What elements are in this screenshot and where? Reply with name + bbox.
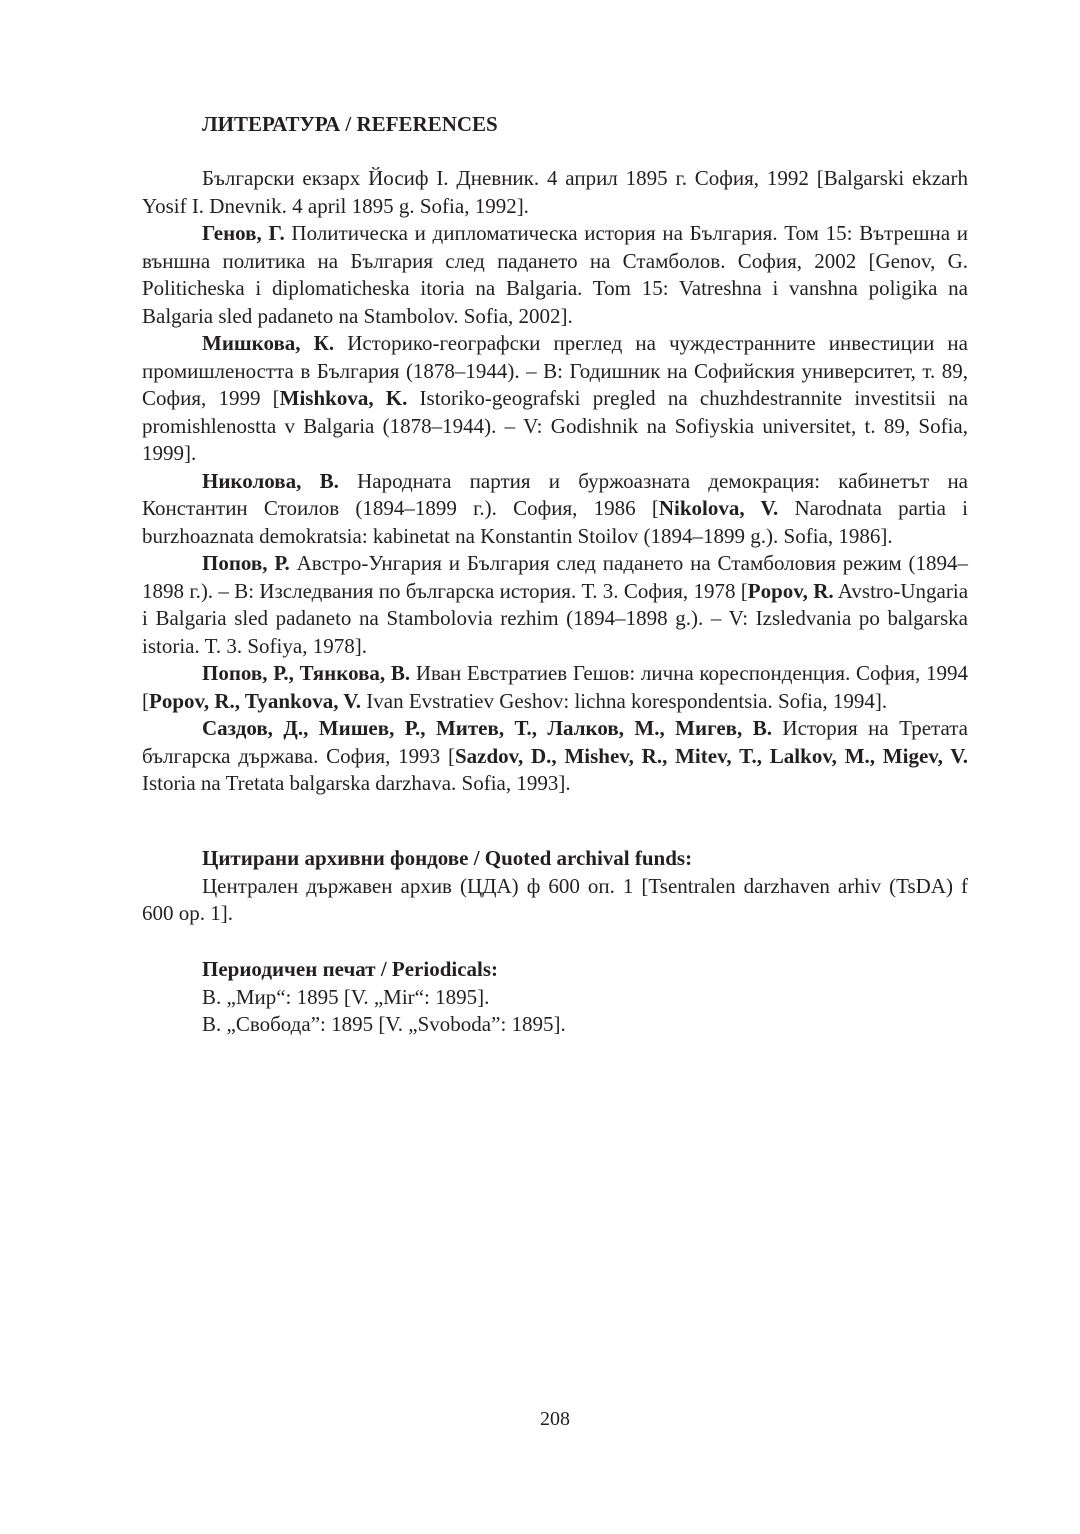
reference-author: Попов, Р. bbox=[202, 551, 290, 575]
reference-entry bbox=[142, 660, 968, 715]
reference-entry bbox=[142, 330, 968, 468]
reference-author: Генов, Г. bbox=[202, 221, 285, 245]
references-list bbox=[142, 165, 968, 798]
reference-text: Български екзарх Йосиф I. Дневник. 4 април 1895 г. София, 1992 [Balgarski ekzarh Yosif I. Dnevnik. 4 april 1895 g. Sofia, 1992]. bbox=[142, 166, 968, 218]
reference-text: Народната партия и буржоазната демокрация: кабинетът на Константин Стоилов (1894–1899 г.). София, 1986 [ bbox=[142, 468, 969, 520]
periodicals-title: Периодичен печат / Periodicals: bbox=[202, 957, 499, 981]
document-page bbox=[142, 0, 968, 1534]
reference-text: Историко-географски преглед на чуждестранните инвестиции на промишлеността в България (1878–1944). – В: Годишник на Софийския университет, т. 89, София, 1999 [ bbox=[142, 331, 968, 410]
reference-author-latin: Popov, R. bbox=[747, 578, 834, 603]
reference-text: История на Третата българска държава. София, 1993 [ bbox=[142, 716, 968, 768]
reference-author-latin: Nikolova, V. bbox=[658, 496, 779, 520]
reference-text: Политическа и дипломатическа история на България. Том 15: Вътрешна и външна политика на България след падането на Стамболов. София, 2002 [Genov, G. Politicheska i diplomaticheska itoria na Balgaria. Tom 15: Vatreshna i vanshna poligika na Balgaria sled padaneto na Stambolov. Sofia, 2002]. bbox=[142, 221, 968, 328]
reference-text-latin: Narodnata partia i burzhoaznata demokratsia: kabinetat na Konstantin Stoilov (1894–1899 g.). Sofia, 1986]. bbox=[142, 496, 969, 548]
archives-text: Централен държавен архив (ЦДА) ф 600 оп. 1 [Tsentralen darzhaven arhiv (TsDA) f 600 op. 1]. bbox=[142, 873, 968, 925]
reference-author: Николова, В. bbox=[202, 468, 339, 493]
periodical-item: В. „Свобода”: 1895 [V. „Svoboda”: 1895]. bbox=[202, 1012, 566, 1036]
reference-entry bbox=[142, 468, 968, 551]
reference-entry bbox=[142, 165, 968, 220]
reference-entry bbox=[142, 550, 968, 660]
page-number: 208 bbox=[540, 1408, 570, 1430]
periodical-item: В. „Мир“: 1895 [V. „Mir“: 1895]. bbox=[202, 984, 490, 1009]
reference-author: Попов, Р., Тянкова, В. bbox=[202, 661, 411, 685]
reference-author-latin: Mishkova, K. bbox=[279, 386, 408, 410]
reference-author-latin: Popov, R., Tyankova, V. bbox=[149, 688, 362, 713]
reference-text: Иван Евстратиев Гешов: лична кореспонденция. София, 1994 [ bbox=[142, 661, 968, 713]
periodicals-section bbox=[142, 956, 968, 1039]
reference-entry bbox=[142, 715, 968, 798]
references-heading: ЛИТЕРАТУРА / REFERENCES bbox=[202, 112, 498, 136]
reference-text-latin: Istoriko-geografski pregled na chuzhdestrannite investitsii na promishlenostta v Balgaria (1878–1944). – V: Godishnik na Sofiyskia universitet, t. 89, Sofia, 1999]. bbox=[142, 386, 968, 465]
reference-author: Саздов, Д., Мишев, Р., Митев, Т., Лалков, М., Мигев, В. bbox=[202, 716, 772, 740]
archives-title: Цитирани архивни фондове / Quoted archival funds: bbox=[202, 846, 693, 870]
reference-text-latin: Istoria na Tretata balgarska darzhava. Sofia, 1993]. bbox=[142, 771, 571, 795]
archives-section bbox=[142, 845, 968, 928]
reference-author: Мишкова, К. bbox=[202, 331, 335, 355]
reference-text-latin: Ivan Evstratiev Geshov: lichna korespondentsia. Sofia, 1994]. bbox=[361, 688, 888, 713]
reference-text: Австро-Унгария и България след падането на Стамболовия режим (1894–1898 г.). – В: Изследвания по българска история. Т. 3. София, 1978 [ bbox=[142, 551, 968, 603]
reference-entry bbox=[142, 220, 968, 330]
reference-author-latin: Sazdov, D., Mishev, R., Mitev, T., Lalkov, M., Migev, V. bbox=[454, 743, 968, 768]
reference-text-latin: Avstro-Ungaria i Balgaria sled padaneto na Stambolovia rezhim (1894–1898 g.). – V: Izsledvania po balgarska istoria. T. 3. Sofiya, 1978]. bbox=[142, 578, 969, 658]
